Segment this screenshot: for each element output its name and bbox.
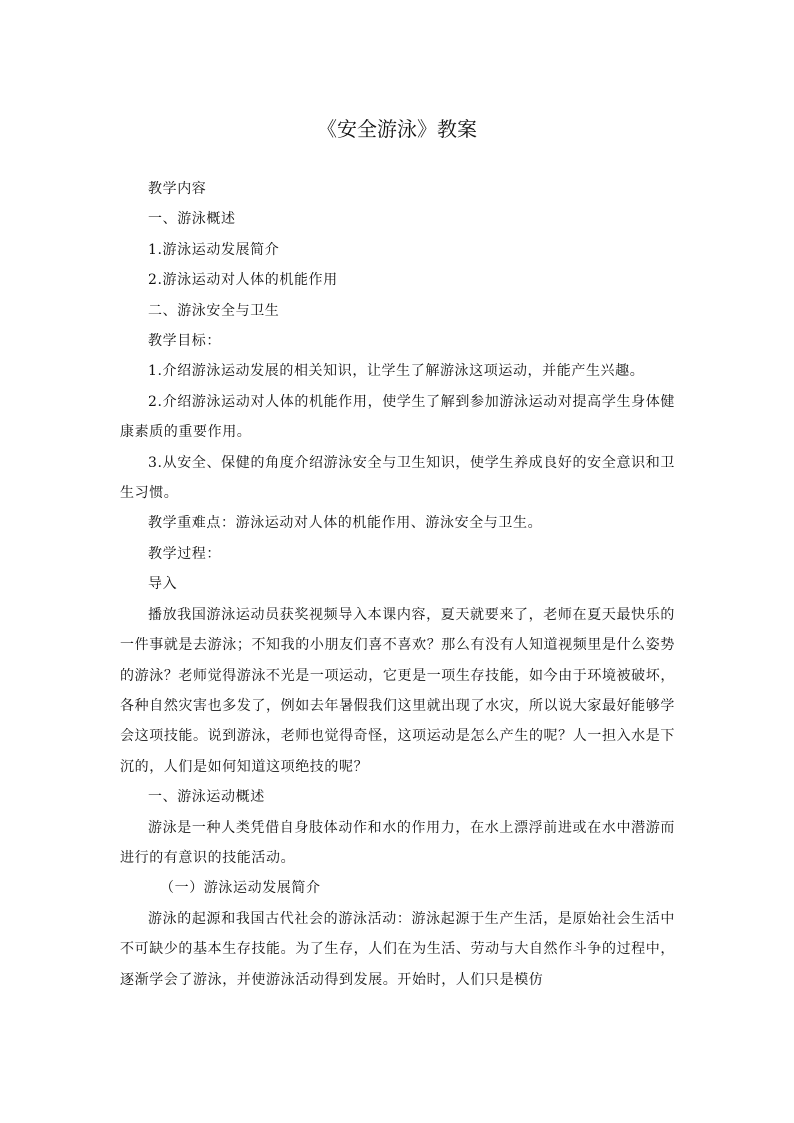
paragraph-goal-1: 1.介绍游泳运动发展的相关知识，让学生了解游泳这项运动，并能产生兴趣。 [148, 363, 645, 380]
paragraph-intro-heading: 导入 [148, 576, 178, 593]
paragraph-overview-body: 游泳是一种人类凭借自身肢体动作和水的作用力，在水上漂浮前进或在水中潜游而进行的有意识的技能活动。 [120, 819, 675, 866]
paragraph-item-history: 1.游泳运动发展简介 [148, 241, 280, 258]
document-body [120, 174, 675, 995]
paragraph-history-body: 游泳的起源和我国古代社会的游泳活动：游泳起源于生产生活，是原始社会生活中不可缺少的基本生存技能。为了生存，人们在为生活、劳动与大自然作斗争的过程中，逐渐学会了游泳，并使游泳活动得到发展。开始时，人们只是模仿 [120, 910, 675, 988]
paragraph-item-function: 2.游泳运动对人体的机能作用 [148, 272, 338, 289]
paragraph-goals-heading: 教学目标： [148, 333, 221, 350]
paragraph-goal-2: 2.介绍游泳运动对人体的机能作用，使学生了解到参加游泳运动对提高学生身体健康素质的重要作用。 [120, 393, 675, 441]
paragraph-goal-3: 3.从安全、保健的角度介绍游泳安全与卫生知识，使学生养成良好的安全意识和卫生习惯。 [120, 454, 675, 502]
paragraph-history-heading: （一）游泳运动发展简介 [160, 880, 321, 897]
paragraph-intro-body: 播放我国游泳运动员获奖视频导入本课内容，夏天就要来了，老师在夏天最快乐的一件事就是去游泳；不知我的小朋友们喜不喜欢？那么有没有人知道视频里是什么姿势的游泳？老师觉得游泳不光是一项运动，它更是一项生存技能，如今由于环境被破坏，各种自然灾害也多发了，例如去年暑假我们这里就出现了水灾，所以说大家最好能够学会这项技能。说到游泳，老师也觉得奇怪，这项运动是怎么产生的呢？人一担入水是下沉的，人们是如何知道这项绝技的呢？ [120, 606, 675, 775]
paragraph-overview-heading: 一、游泳运动概述 [148, 789, 265, 806]
paragraph-process-heading: 教学过程： [148, 545, 221, 562]
paragraph-teaching-content: 教学内容 [148, 181, 207, 197]
paragraph-section-safety: 二、游泳安全与卫生 [148, 302, 280, 319]
paragraph-section-overview: 一、游泳概述 [148, 211, 236, 228]
paragraph-key-points: 教学重难点：游泳运动对人体的机能作用、游泳安全与卫生。 [148, 515, 543, 532]
document-title: 《安全游泳》教案 [317, 117, 477, 141]
